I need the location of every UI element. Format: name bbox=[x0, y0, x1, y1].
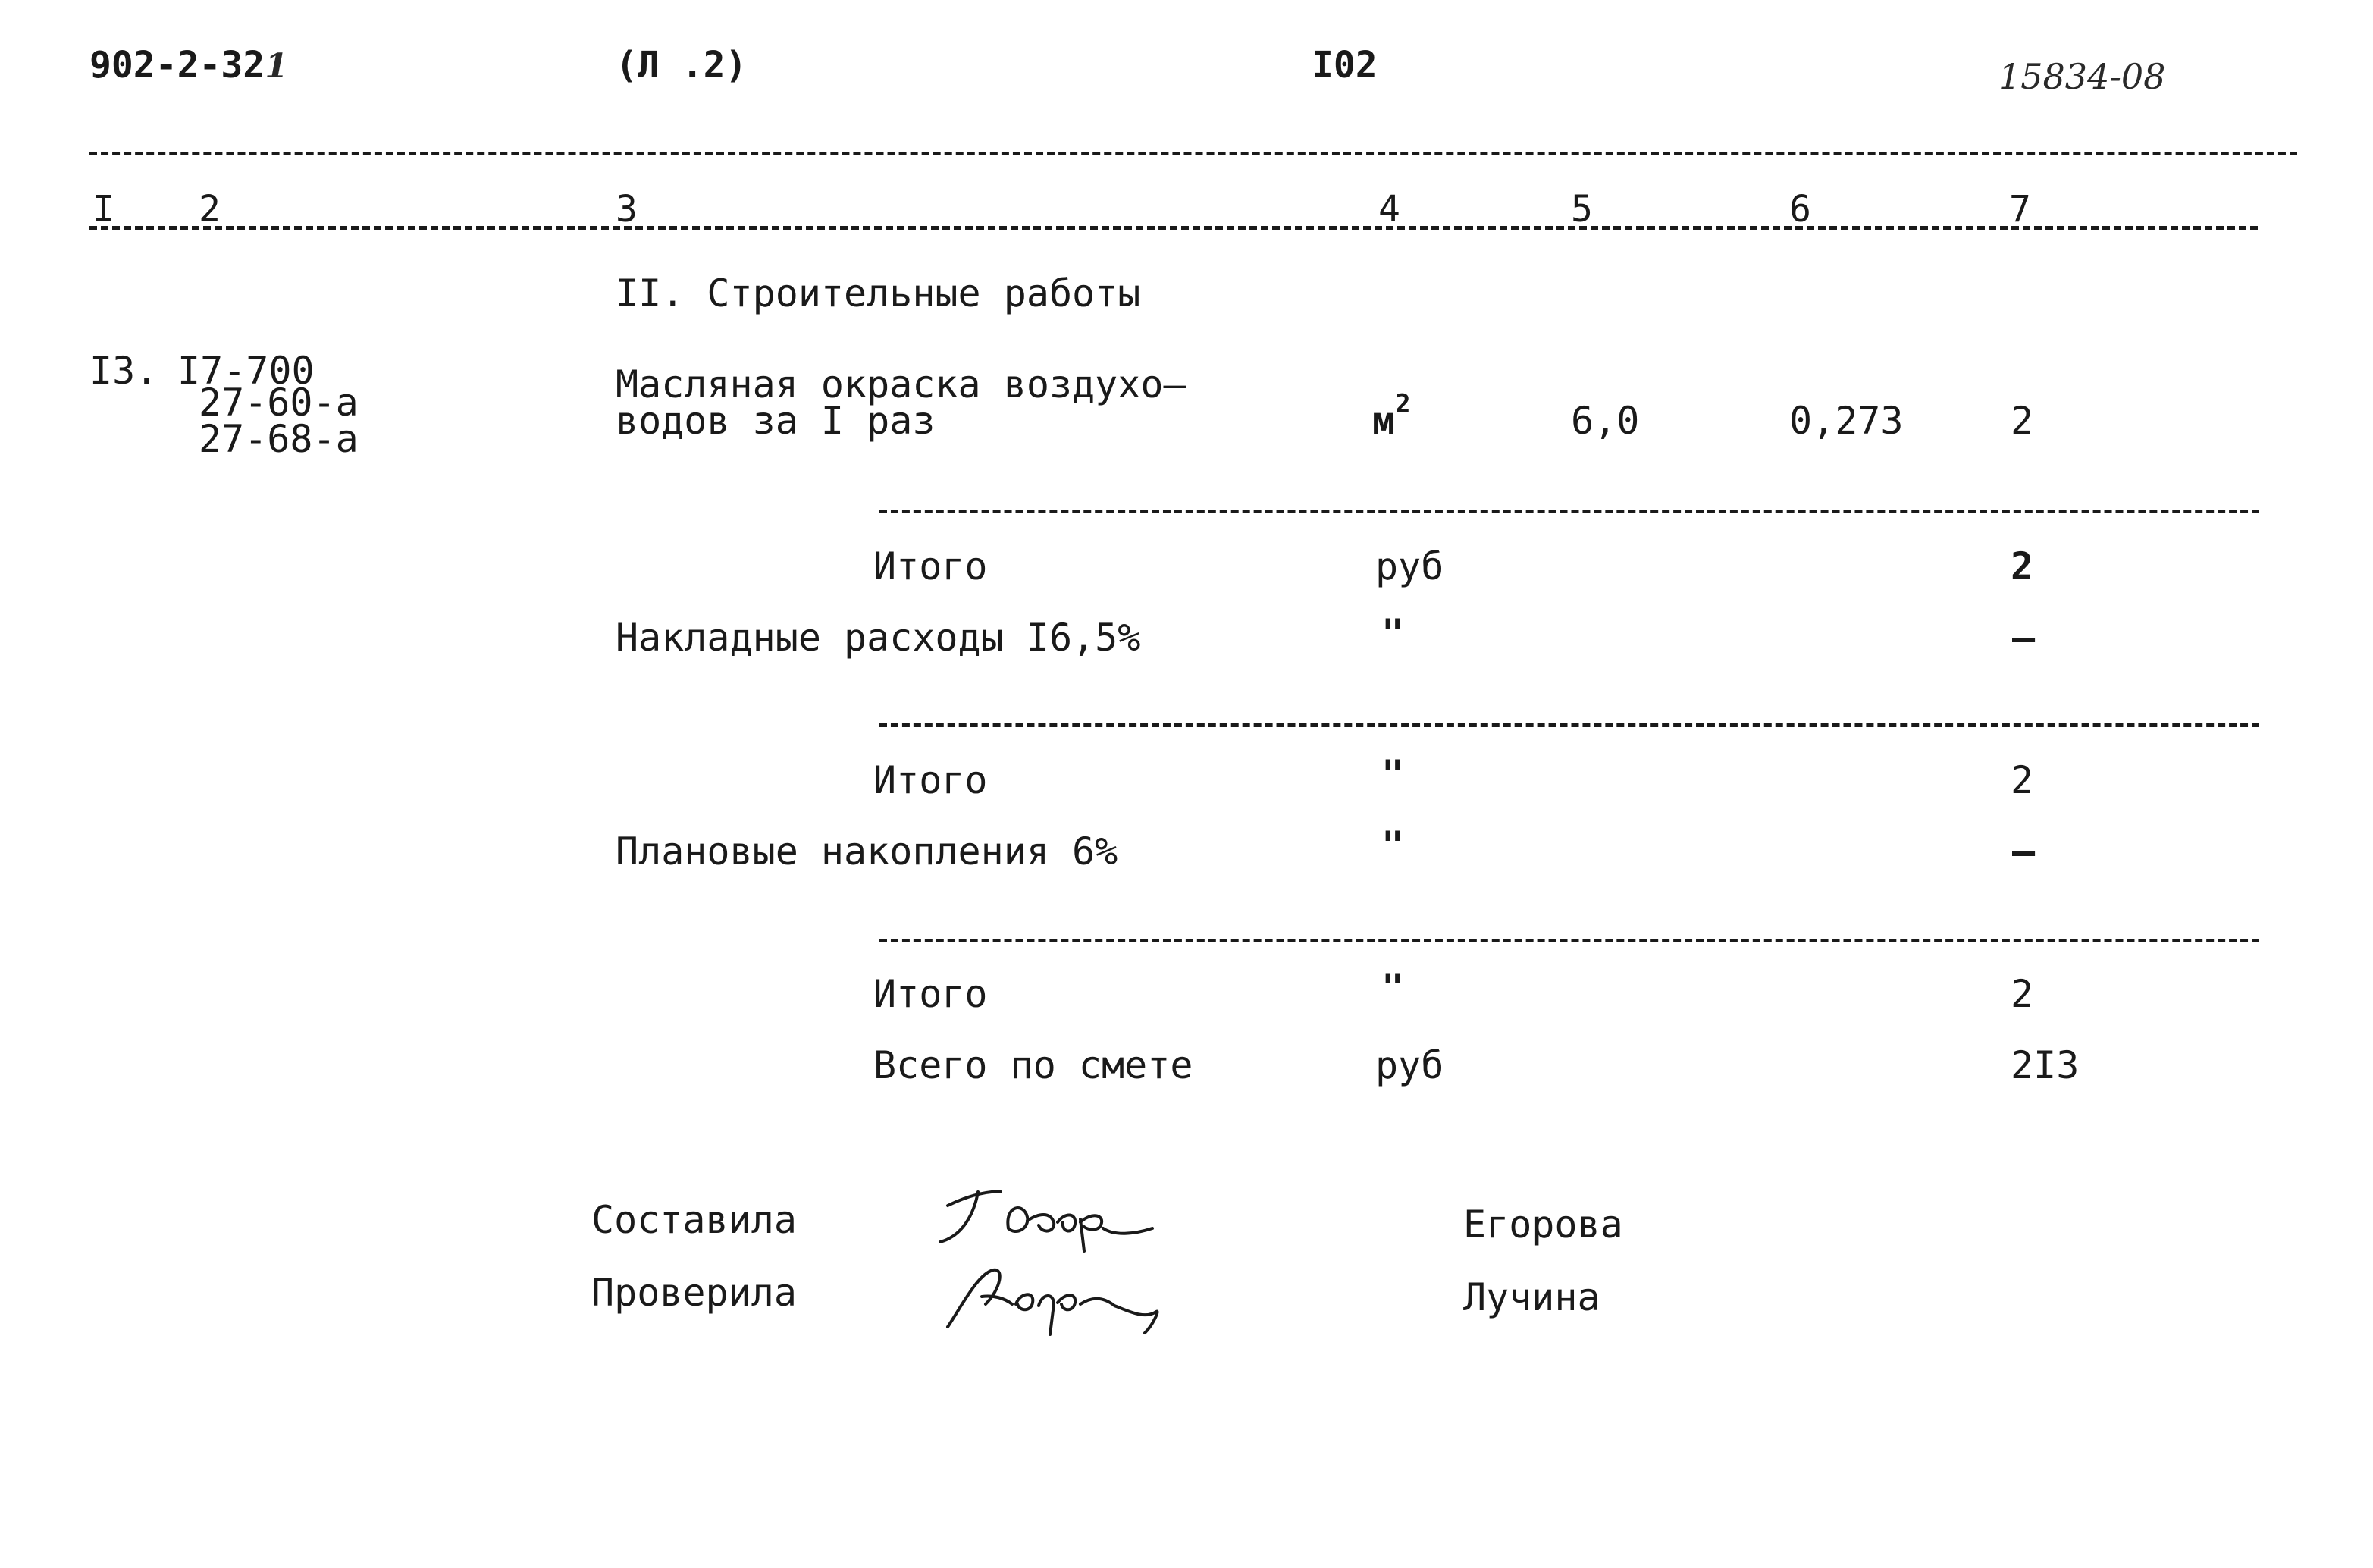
item-total: 2 bbox=[2011, 399, 2034, 443]
summary-unit-planned-savings: " bbox=[1381, 823, 1405, 867]
summary-label-subtotal-2: Итого bbox=[873, 758, 988, 802]
signature-role-checked: Проверила bbox=[591, 1271, 797, 1315]
section-title: II. Строительные работы bbox=[616, 271, 1141, 315]
project-code-handwritten: 1 bbox=[265, 47, 288, 86]
item-unit-exponent: 2 bbox=[1395, 389, 1411, 419]
item-code-3: 27-68-а bbox=[199, 417, 359, 461]
summary-value-subtotal-3: 2 bbox=[2011, 972, 2034, 1016]
signature-role-compiled: Составила bbox=[591, 1198, 797, 1242]
item-unit-base: м bbox=[1372, 399, 1396, 443]
item-code-1: I7-700 bbox=[177, 349, 315, 393]
summary-divider-1 bbox=[879, 510, 2259, 513]
signature-compiled-handwriting bbox=[933, 1175, 1160, 1259]
item-quantity: 6,0 bbox=[1571, 399, 1640, 443]
summary-unit-subtotal-3: " bbox=[1381, 966, 1405, 1010]
signature-name-compiled: Егорова bbox=[1463, 1203, 1623, 1247]
item-unit-price: 0,273 bbox=[1789, 399, 1904, 443]
project-code-text: 902-2-32 bbox=[89, 44, 265, 86]
column-number-1: I bbox=[92, 188, 114, 230]
archive-number: 15834-08 bbox=[1998, 56, 2166, 97]
column-number-2: 2 bbox=[199, 188, 221, 230]
summary-value-grand-total: 2I3 bbox=[2011, 1043, 2080, 1087]
item-description-line-1: Масляная окраска воздухо– bbox=[616, 362, 1186, 406]
column-number-3: 3 bbox=[616, 188, 638, 230]
column-number-5: 5 bbox=[1571, 188, 1593, 230]
summary-divider-3 bbox=[879, 939, 2259, 942]
summary-label-subtotal-1: Итого bbox=[873, 544, 988, 588]
item-description-line-2: водов за I раз bbox=[616, 399, 936, 443]
signature-checked-handwriting bbox=[940, 1251, 1168, 1342]
summary-label-grand-total: Всего по смете bbox=[873, 1043, 1193, 1087]
item-number: I3. bbox=[89, 349, 158, 393]
column-number-6: 6 bbox=[1789, 188, 1811, 230]
column-number-4: 4 bbox=[1378, 188, 1400, 230]
summary-value-overhead: – bbox=[2012, 616, 2036, 660]
sheet-label: (Л .2) bbox=[616, 44, 748, 86]
summary-label-subtotal-3: Итого bbox=[873, 972, 988, 1016]
page-number: I02 bbox=[1312, 44, 1378, 86]
summary-value-subtotal-2: 2 bbox=[2011, 758, 2034, 802]
summary-value-planned-savings: – bbox=[2012, 829, 2036, 873]
summary-value-subtotal-1: 2 bbox=[2011, 544, 2034, 588]
header-divider bbox=[89, 152, 2297, 155]
signature-name-checked: Лучина bbox=[1463, 1275, 1600, 1319]
summary-unit-grand-total: руб bbox=[1375, 1043, 1444, 1087]
summary-label-overhead: Накладные расходы I6,5% bbox=[616, 616, 1141, 660]
summary-divider-2 bbox=[879, 723, 2259, 727]
summary-unit-subtotal-1: руб bbox=[1375, 544, 1444, 588]
summary-label-planned-savings: Плановые накопления 6% bbox=[616, 829, 1118, 873]
project-code bbox=[89, 44, 288, 86]
summary-unit-subtotal-2: " bbox=[1381, 752, 1405, 796]
summary-unit-overhead: " bbox=[1381, 611, 1405, 655]
column-number-divider bbox=[89, 226, 2258, 230]
item-unit bbox=[1372, 389, 1411, 443]
item-code-2: 27-60-а bbox=[199, 381, 359, 425]
column-number-7: 7 bbox=[2009, 188, 2031, 230]
